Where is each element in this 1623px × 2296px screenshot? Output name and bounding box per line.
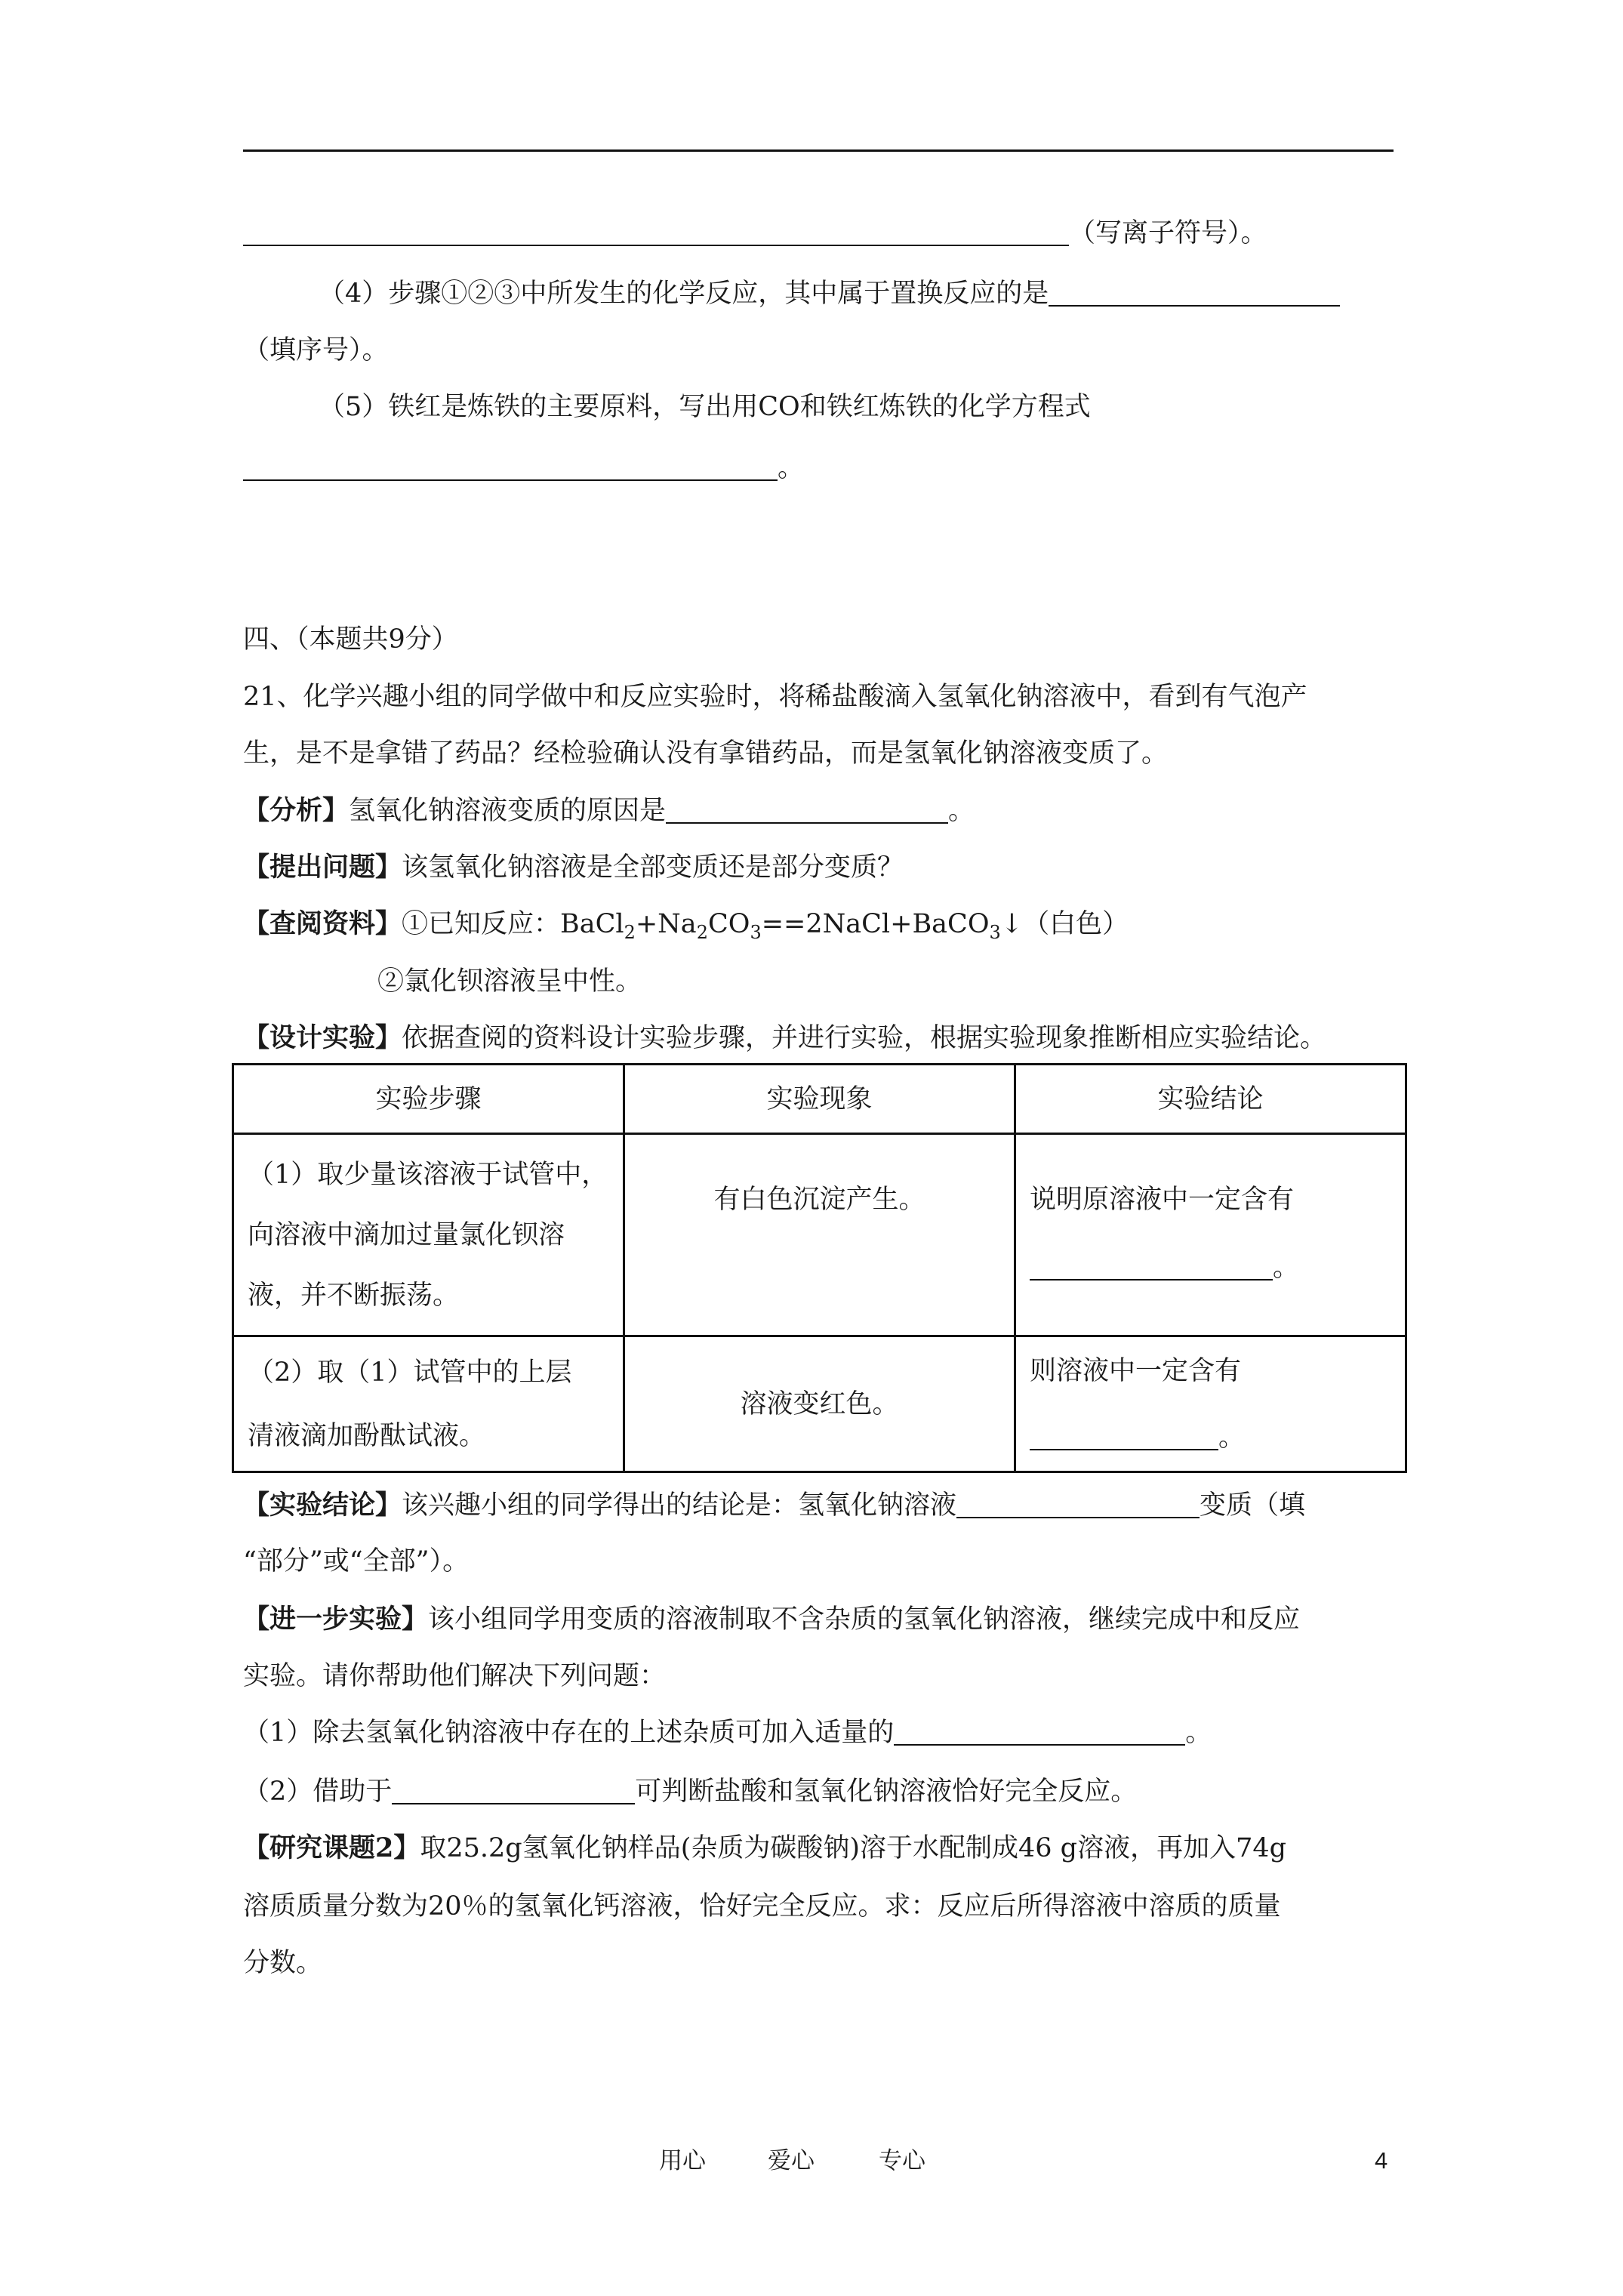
research-line3: 分数。 [243,1948,323,1978]
q20-line-blank: （写离子符号）。 [243,214,1394,252]
footer-motto-2: 爱心 [768,2147,815,2174]
q21-line2: 生，是不是拿错了药品？经检验确认没有拿错药品，而是氢氧化钠溶液变质了。 [243,738,1169,769]
reference-line2: ②氯化钡溶液呈中性。 [377,966,642,997]
row1-step: （1）取少量该溶液于试管中， 向溶液中滴加过量氯化钡溶 液，并不断振荡。 [233,1134,624,1336]
question-line: 【提出问题】该氢氧化钠溶液是全部变质还是部分变质？ [243,852,904,883]
header-phenomenon: 实验现象 [624,1065,1015,1134]
q21-line1: 21、化学兴趣小组的同学做中和反应实验时，将稀盐酸滴入氢氧化钠溶液中，看到有气泡产 [243,682,1307,712]
table-row [233,1336,1406,1472]
answer-blank-equation[interactable] [243,451,778,481]
section-heading: 四、（本题共9分） [243,624,458,655]
q20-part4-cont: （填序号）。 [243,335,389,365]
answer-blank-indicator[interactable] [392,1774,635,1804]
analysis-line: 【分析】氢氧化钠溶液变质的原因是 。 [243,795,975,826]
answer-blank-cause[interactable] [666,794,948,824]
q20-part4: （4）步骤①②③中所发生的化学反应，其中属于置换反应的是 [243,275,1394,313]
answer-blank-substance1[interactable] [1030,1250,1273,1281]
answer-blank-degree[interactable] [956,1488,1200,1518]
footer-motto-3: 专心 [879,2147,925,2174]
further-q2: （2）借助于 可判断盐酸和氢氧化钠溶液恰好完全反应。 [243,1773,1394,1811]
row2-phenomenon: 溶液变红色。 [624,1336,1015,1472]
research-line1: 【研究课题2】取25.2g氢氧化钠样品(杂质为碳酸钠)溶于水配制成46 g溶液，再加入74g [243,1832,1287,1863]
reference-line: 【查阅资料】①已知反应：$BaCl_2+Na_2CO_3==2NaCl+BaCO_3↓$（白色） [243,908,1129,943]
page-number: 4 [1375,2147,1388,2174]
further-line: 【进一步实验】该小组同学用变质的溶液制取不含杂质的氢氧化钠溶液，继续完成中和反应 [243,1604,1301,1635]
q20-part5-blank-line: 。 [243,449,1394,487]
conclusion-line2: “部分”或“全部”）。 [243,1546,470,1576]
row2-conclusion: 则溶液中一定含有 。 [1015,1336,1406,1472]
row1-phenomenon: 有白色沉淀产生。 [624,1134,1015,1336]
design-line: 【设计实验】依据查阅的资料设计实验步骤，并进行实验，根据实验现象推断相应实验结论。 [243,1022,1327,1053]
footer-motto-1: 用心 [659,2147,706,2174]
row1-conclusion: 说明原溶液中一定含有 。 [1015,1134,1406,1336]
experiment-table [232,1063,1407,1473]
table-header-row [233,1065,1406,1134]
research-line2: 溶质质量分数为20％的氢氧化钙溶液，恰好完全反应。求：反应后所得溶液中溶质的质量 [243,1891,1281,1922]
further-q1: （1）除去氢氧化钠溶液中存在的上述杂质可加入适量的 。 [243,1714,1394,1752]
answer-blank-reagent[interactable] [894,1715,1185,1746]
answer-blank-ions[interactable] [243,216,1069,246]
q20-part5: （5）铁红是炼铁的主要原料，写出用CO和铁红炼铁的化学方程式 [319,392,1091,422]
header-conclusion: 实验结论 [1015,1065,1406,1134]
header-rule [243,149,1394,152]
further-line2: 实验。请你帮助他们解决下列问题： [243,1661,667,1691]
answer-blank-substance2[interactable] [1030,1420,1218,1450]
answer-blank-replacement[interactable] [1049,276,1340,307]
reaction-equation: ①已知反应：$BaCl_2+Na_2CO_3==2NaCl+BaCO_3↓$（白色） [402,909,1129,943]
table-row [233,1134,1406,1336]
conclusion-line: 【实验结论】该兴趣小组的同学得出的结论是：氢氧化钠溶液 变质（填 [243,1490,1306,1521]
header-steps: 实验步骤 [233,1065,624,1134]
row2-step: （2）取（1）试管中的上层 清液滴加酚酞试液。 [233,1336,624,1472]
